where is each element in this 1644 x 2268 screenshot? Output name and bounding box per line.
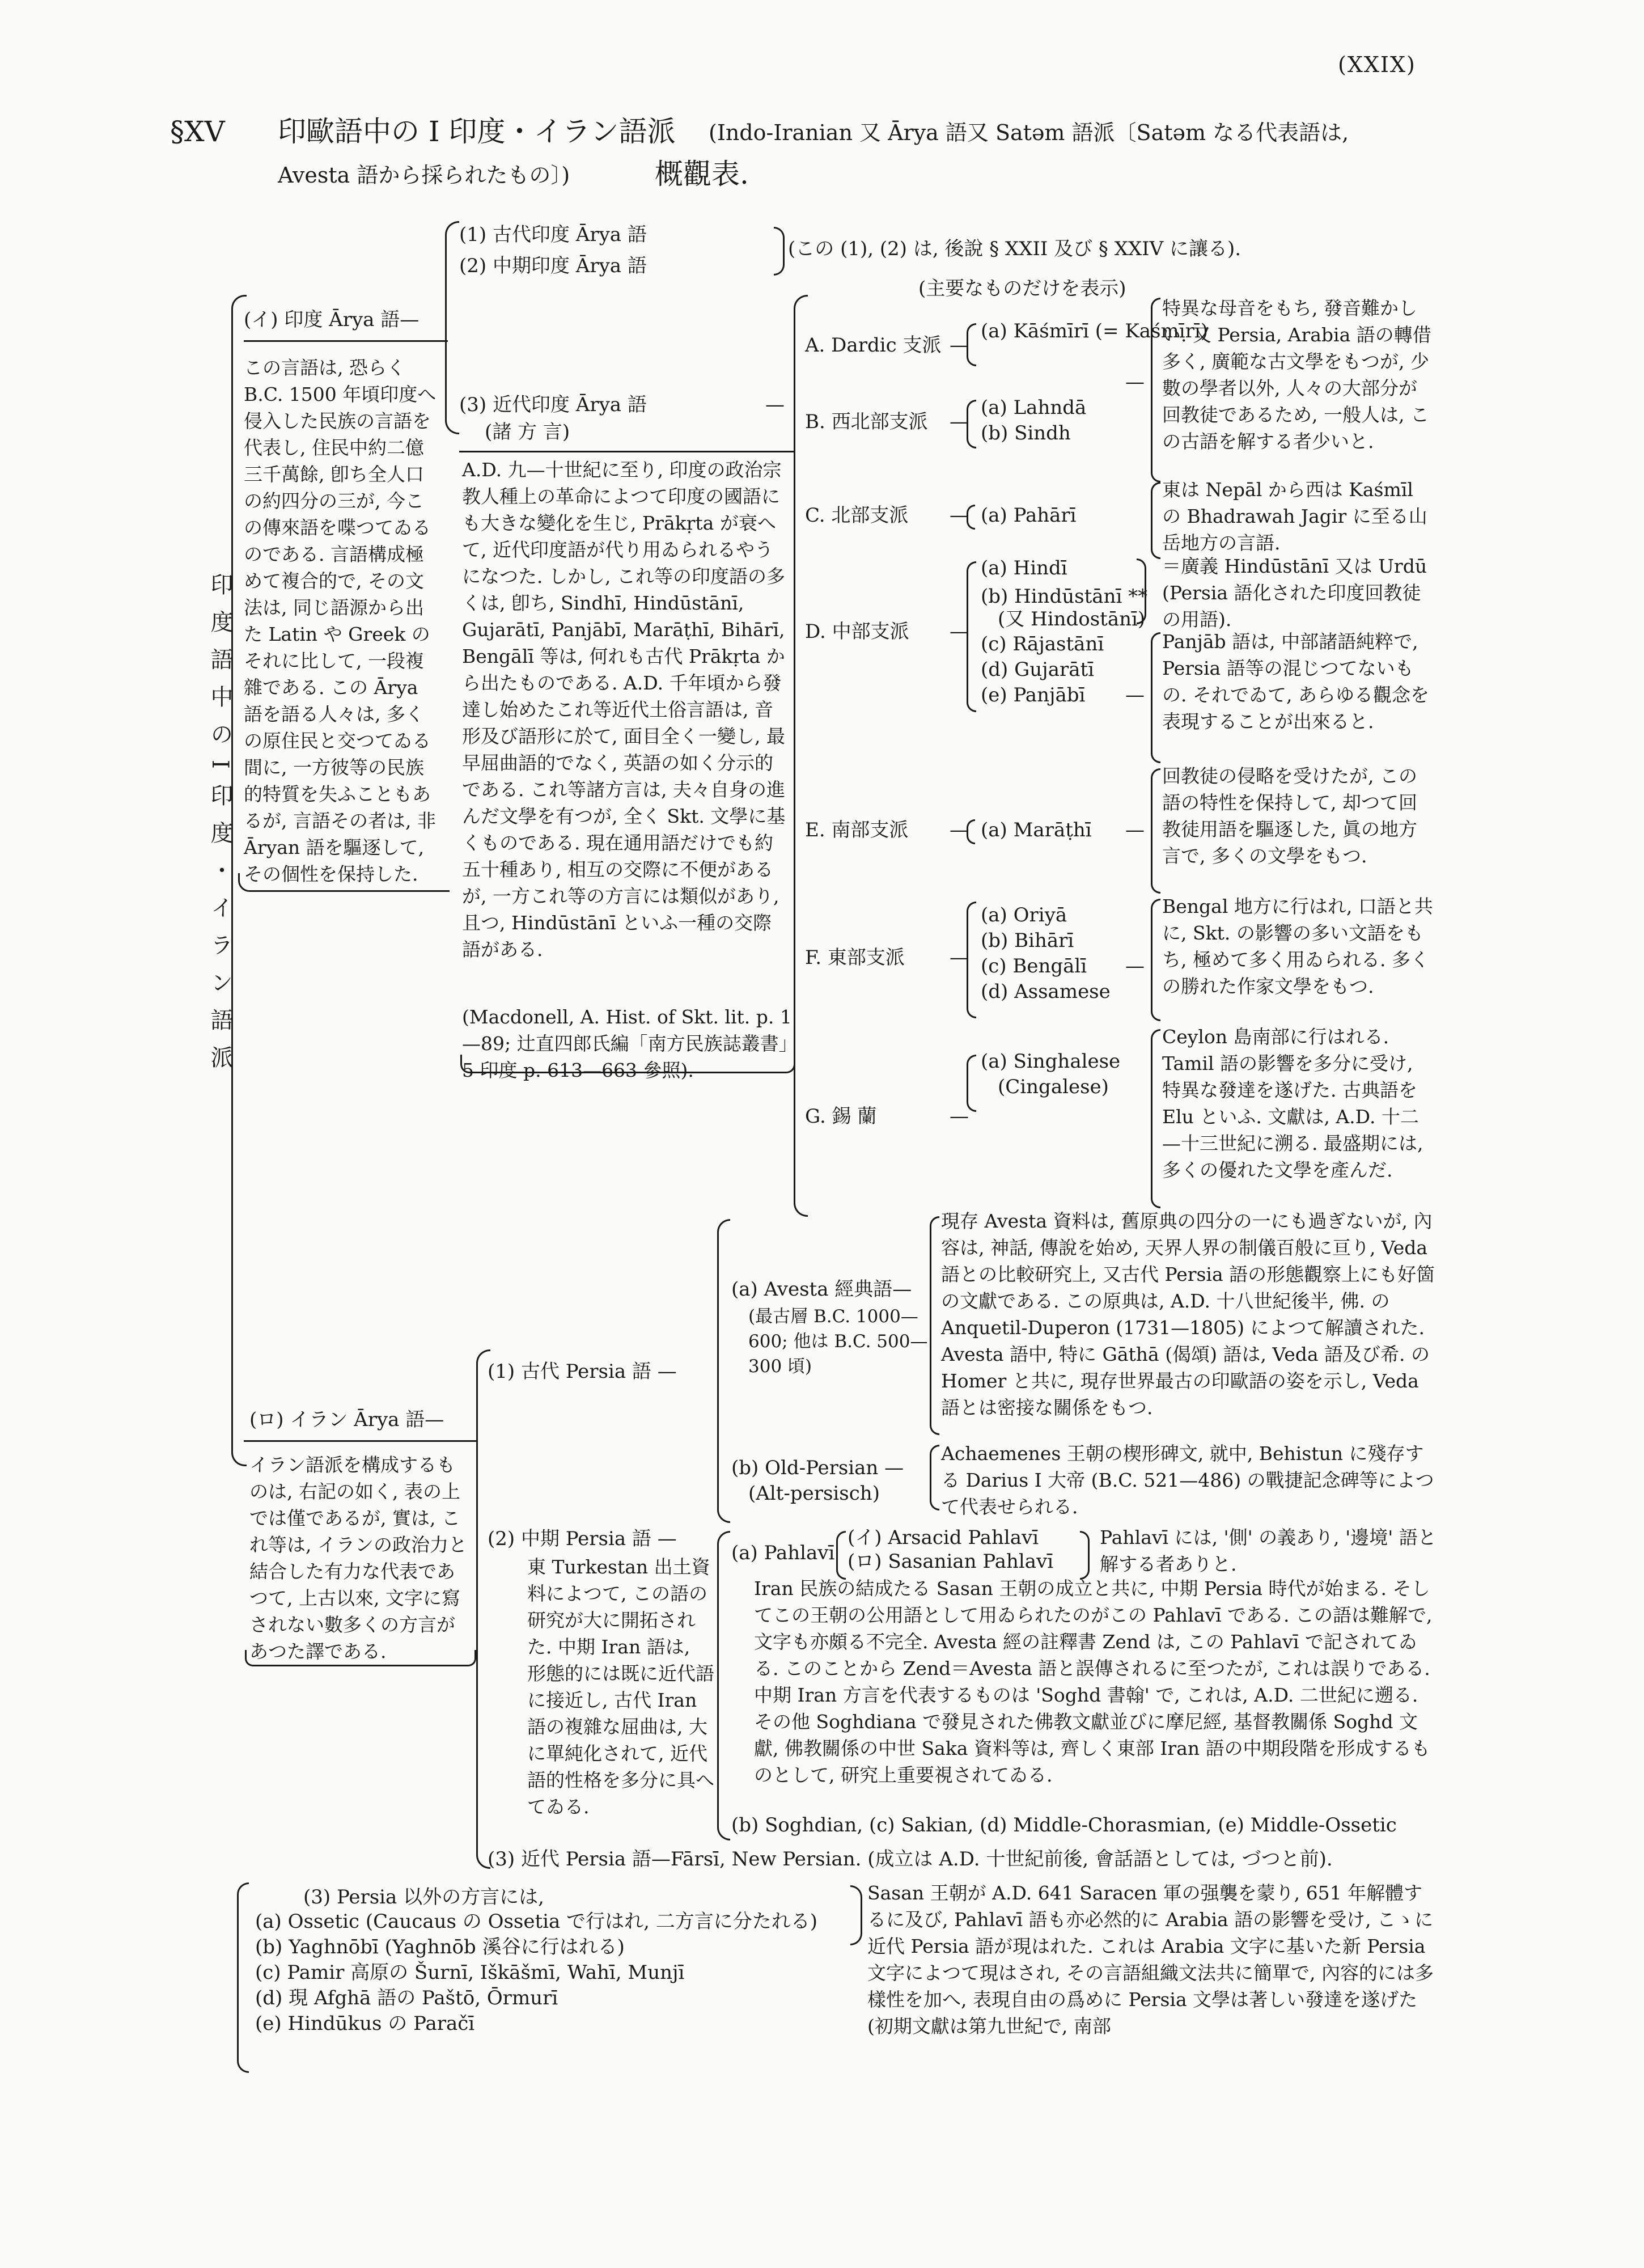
pahlavi-brace xyxy=(836,1531,846,1580)
group-dash: — xyxy=(950,1105,969,1128)
iranian-sub-brace xyxy=(476,1349,490,1869)
group-item: (d) Assamese xyxy=(981,980,1111,1003)
group-dash: — xyxy=(950,620,969,643)
group-label: E. 南部支派 xyxy=(805,819,909,841)
group-items-brace xyxy=(967,561,976,712)
desc-brace xyxy=(1151,1029,1160,1208)
modern-desc-brace xyxy=(850,1885,862,1945)
pahlavi-item: (ロ) Sasanian Pahlavī xyxy=(848,1550,1054,1573)
indic-sub-brace xyxy=(445,221,459,434)
group-item: (a) Kāśmīrī (= Kaśmīrī) xyxy=(981,320,1208,342)
page-number: (XXIX) xyxy=(1338,52,1416,77)
middle-others: (b) Soghdian, (c) Sakian, (d) Middle-Chorasmian, (e) Middle-Ossetic xyxy=(731,1814,1397,1837)
indic-middle: (2) 中期印度 Ārya 語 xyxy=(459,255,647,277)
desc-brace xyxy=(930,1216,939,1435)
title-tail: 概觀表. xyxy=(655,158,749,191)
oldpersian-description: Achaemenes 王朝の楔形碑文, 就中, Behistun に殘存する Darius I 大帝 (B.C. 521—486) の戰捷記念碑等によつて代表せられる. xyxy=(941,1442,1434,1518)
group-label: F. 東部支派 xyxy=(805,946,905,969)
pahlavi-right-brace xyxy=(1080,1531,1090,1580)
indic-modern-reference: (Macdonell, A. Hist. of Skt. lit. p. 1—89; 辻直四郎氏編「南方民族誌叢書」5 印度 p. 613—663 參照). xyxy=(462,1006,792,1081)
group-label: A. Dardic 支派 xyxy=(805,334,942,357)
iranian-desc-underline xyxy=(245,1650,476,1666)
avesta-description: 現存 Avesta 資料は, 舊原典の四分の一にも過ぎないが, 內容は, 神話, 傳說を始め, 天界人界の制儀百般に亘り, Veda 語との比較研究上, 又古代 Persia 語の形態觀察上にも好箇の文獻である. この原典は, A.D. 十八世紀後半, 佛. の Anquetil-Duperon (1731—1805) によつて解讀された. Avesta 語中, 特に Gāthā (偈頌) 語は, Veda 語及び希. の Homer と共に, 現存世界最古の印歐語の姿を示し, Veda 語とは密接な關係をもつ. xyxy=(941,1210,1435,1419)
group-description-2: Panjāb 語は, 中部諸語純粹で, Persia 語等の混じつてないもの. それでゐて, あらゆる觀念を表現することが出來ると. xyxy=(1162,631,1429,733)
group-description: Ceylon 島南部に行はれる. Tamil 語の影響を多分に受け, 特異な發達を遂げた. 古典語を Elu といふ. 文獻は, A.D. 十二—十三世紀に溯る. 最盛期には, 多くの優れた文學を產んだ. xyxy=(1162,1026,1423,1181)
desc-brace xyxy=(1151,482,1160,559)
group-item: (b) Hindūstānī ** xyxy=(981,585,1148,608)
iranian-modern: (3) 近代 Persia 語—Fārsī, New Persian. (成立は A.D. 十世紀前後, 會話語としては, づつと前). xyxy=(488,1848,1333,1871)
iranian-description: イラン語派を構成するものは, 右記の如く, 表の上では僅であるが, 實は, これ等は, イランの政治力と結合した有力な代表であつて, 上古以來, 文字に寫されない數多くの方言があつた譯である. xyxy=(249,1454,467,1662)
group-item: (a) Pahārī xyxy=(981,504,1077,527)
indic-modern-dash: — xyxy=(765,393,785,416)
group-description: Bengal 地方に行はれ, 口語と共に, Skt. の影響の多い文語をもち, 極めて多く用ゐられる. 多くの勝れた作家文學をもつ. xyxy=(1162,895,1433,997)
old-middle-note: (この (1), (2) は, 後說 § XXII 及び § XXIV に讓る). xyxy=(788,238,1242,260)
other-dialect-item: (d) 現 Afghā 語の Paštō, Ōrmurī xyxy=(255,1987,558,2009)
rule xyxy=(244,340,448,342)
group-tail: — xyxy=(1125,371,1145,393)
group-label: B. 西北部支派 xyxy=(805,411,928,433)
desc-brace xyxy=(930,1445,939,1510)
group-item: (b) Bihārī xyxy=(981,929,1074,952)
pahlavi-note: Pahlavī には, '側' の義あり, '邊境' 語と解する者ありと. xyxy=(1100,1526,1437,1575)
rule xyxy=(459,451,794,452)
middle-persian-brace xyxy=(717,1531,730,1840)
avesta-label: (a) Avesta 經典語— xyxy=(731,1278,912,1301)
group-tail: — xyxy=(1125,684,1145,706)
iranian-old: (1) 古代 Persia 語 — xyxy=(488,1360,677,1383)
group-description: 東は Nepāl から西は Kaśmīl の Bhadrawah Jagir に至る山岳地方の言語. xyxy=(1162,479,1427,554)
group-item: (b) Sindh xyxy=(981,422,1071,445)
group-item: (c) Bengālī xyxy=(981,955,1087,978)
iranian-label: (ロ) イラン Ārya 語— xyxy=(249,1408,444,1431)
pahlavi-description: Iran 民族の結成たる Sasan 王朝の成立と共に, 中期 Persia 時代が始まる. そしてこの王朝の公用語として用ゐられたのがこの Pahlavī である. この語は難解で, 文字も亦頗る不完全. Avesta 經の註釋書 Zend は, この Pahlavī で記されてゐる. このことから Zend＝Avesta 語と誤傳されるに至つたが, これは誤りである. 中期 Iran 方言を代表するものは 'Soghd 書翰' で, これは, A.D. 二世紀に遡る. その他 Soghdiana で發見された佛教文獻並びに摩尼經, 基督教關係 Soghd 文獻, 佛教關係の中世 Saka 資料等は, 齊しく東部 Iran 語の中期段階を形成するものとして, 研究上重要視されてゐる. xyxy=(754,1577,1433,1786)
iranian-middle: (2) 中期 Persia 語 — xyxy=(488,1527,677,1550)
modern-persian-description: Sasan 王朝が A.D. 641 Saracen 軍の强襲を蒙り, 651 年解體するに及び, Pahlavī 語も亦必然的に Arabia 語の影響を受け, こゝに近代 Persia 語が現はれた. これは Arabia 文字に基いた新 Persia 文字によつて現はされ, その言語組織文法共に簡單で, 內容的には多樣性を加へ, 表現自由の爲めに Persia 文學は著しい發達を遂げた (初期文獻は第九世紀で, 南部 xyxy=(867,1882,1434,2037)
group-items-brace xyxy=(967,505,975,530)
group-items-brace xyxy=(967,400,976,448)
group-description: 回教徒の侵略を受けたが, この語の特性を保持して, 却つて回教徒用語を驅逐した, 眞の地方言で, 多くの文學をもつ. xyxy=(1162,765,1417,867)
group-item: (又 Hindostānī) xyxy=(998,608,1146,631)
other-dialect-item: (c) Pamir 高原の Šurnī, Iškāšmī, Wahī, Munjī xyxy=(255,1961,685,1984)
group-item: (Cingalese) xyxy=(998,1076,1109,1098)
group-item: (c) Rājastānī xyxy=(981,633,1104,655)
pahlavi-label: (a) Pahlavī xyxy=(731,1542,835,1564)
desc-brace xyxy=(1151,899,1160,1021)
old-persian-brace xyxy=(717,1219,730,1523)
indic-modern-description: A.D. 九—十世紀に至り, 印度の政治宗教人種上の革命によつて印度の國語にも大きな變化を生じ, Prākṛta が衰へて, 近代印度語が代り用ゐられるやうになつた. しかし, これ等の印度語の多くは, 卽ち, Sindhī, Hindūstānī, Gujarātī, Panjābī, Marāṭhī, Bihārī, Bengālī 等は, 何れも古代 Prākṛta から出たものである. A.D. 千年頃から發達し始めたこれ等近代土俗言語は, 音形及び語形に於て, 面目全く一變し, 最早屈曲語的でなく, 英語の如く分示的である. これ等諸方言は, 夫々自身の進んだ文學を有つが, 全く Skt. 文學に基くものである. 現在通用語だけでも約五十種あり, 相互の交際に不便があるが, 一方これ等の方言には類似があり, 且つ, Hindūstānī といふ一種の交際語がある. xyxy=(462,459,786,960)
group-items-brace xyxy=(967,819,975,844)
group-item: (a) Oriyā xyxy=(981,904,1067,926)
group-item: (a) Singhalese xyxy=(981,1050,1121,1073)
indic-modern: (3) 近代印度 Ārya 語 xyxy=(459,393,647,416)
other-dialect-item: (a) Ossetic (Caucaus の Ossetia で行はれ, 二方言に分たれる) xyxy=(255,1910,817,1933)
group-label: C. 北部支派 xyxy=(805,504,909,527)
other-dialects-title: (3) Persia 以外の方言には, xyxy=(303,1886,544,1909)
groups-note: (主要なものだけを表示) xyxy=(918,277,1126,300)
group-items-brace xyxy=(967,323,976,366)
page-title: 印歐語中の Ⅰ 印度・イラン語派 xyxy=(278,115,676,148)
indic-modern-sub: (諸 方 言) xyxy=(485,421,570,443)
indic-description: この言語は, 恐らく B.C. 1500 年頃印度へ侵入した民族の言語を代表し, 住民中約二億三千萬餘, 卽ち全人口の約四分の三が, 今この傳來語を喋つてゐるのである. 言語構成極めて複合的で, その文法は, 同じ語源から出た Latin や Greek のそれに比して, 一段複雜である. この Ārya 語を語る人々は, 多くの原住民と交つてゐる間に, 一方彼等の民族的特質を失ふこともあるが, 言語その者は, 非 Āryan 語を驅逐して, その個性を保持した. xyxy=(244,357,437,885)
rule xyxy=(244,1440,476,1442)
middle-description: 東 Turkestan 出土資料によつて, この語の研究が大に開拓された. 中期 Iran 語は, 形態的には既に近代語に接近し, 古代 Iran 語の複雜な屈曲は, 大に單純化されて, 近代語的性格を多分に具へてゐる. xyxy=(527,1556,714,1818)
group-dash: — xyxy=(950,334,969,357)
avesta-date: (最古層 B.C. 1000—600; 他は B.C. 500—300 頃) xyxy=(748,1306,928,1377)
group-dash: — xyxy=(950,946,969,969)
oldpersian-sub: (Alt-persisch) xyxy=(748,1482,880,1505)
pahlavi-item: (イ) Arsacid Pahlavī xyxy=(848,1526,1039,1549)
indic-label: (イ) 印度 Ārya 語— xyxy=(244,308,420,331)
group-dash: — xyxy=(950,504,969,527)
group-item: (a) Hindī xyxy=(981,557,1067,579)
group-item: (e) Panjābī xyxy=(981,684,1086,706)
modern-desc-underline xyxy=(460,1055,795,1073)
items-right-brace xyxy=(1137,558,1146,624)
desc-brace xyxy=(1151,768,1160,894)
desc-brace xyxy=(1151,298,1160,483)
group-description: ＝廣義 Hindūstānī 又は Urdū (Persia 語化された印度回教徒の用語). xyxy=(1162,555,1427,631)
other-dialect-item: (e) Hindūkus の Paračī xyxy=(255,2012,475,2035)
group-tail: — xyxy=(1125,819,1145,841)
group-items-brace xyxy=(967,902,976,1018)
group-item: (a) Lahndā xyxy=(981,396,1087,419)
group-label: D. 中部支派 xyxy=(805,620,909,643)
indic-old: (1) 古代印度 Ārya 語 xyxy=(459,223,647,246)
group-item: (a) Marāṭhī xyxy=(981,819,1092,841)
group-dash: — xyxy=(950,819,969,841)
other-dialects-brace xyxy=(237,1882,249,2073)
group-items-brace xyxy=(967,1055,976,1112)
other-dialect-item: (b) Yaghnōbī (Yaghnōb 溪谷に行はれる) xyxy=(255,1936,625,1958)
oldpersian-label: (b) Old-Persian — xyxy=(731,1457,904,1479)
desc-brace xyxy=(1151,632,1160,763)
group-description: 特異な母音をもち, 發音難かしい. 又 Persia, Arabia 語の轉借多く, 廣範な古文學をもつが, 少數の學者以外, 人々の大部分が回教徒であるため, 一般人は, この古語を解する者少いと. xyxy=(1162,297,1431,452)
title-paren-line2: Avesta 語から採られたもの〕) xyxy=(278,163,570,188)
title-paren-line1: (Indo-Iranian 又 Ārya 語又 Satəm 語派〔Satəm なる代表語は, xyxy=(709,120,1349,145)
group-tail: — xyxy=(1125,955,1145,978)
group-item: (d) Gujarātī xyxy=(981,658,1095,681)
vertical-label: 印度語中のI印度・イラン語派 xyxy=(207,573,233,1083)
indic-desc-underline xyxy=(238,873,450,892)
old-middle-brace xyxy=(774,227,785,276)
group-label: G. 錫 蘭 xyxy=(805,1105,877,1128)
group-dash: — xyxy=(950,411,969,433)
section-number: §XV xyxy=(170,115,225,148)
